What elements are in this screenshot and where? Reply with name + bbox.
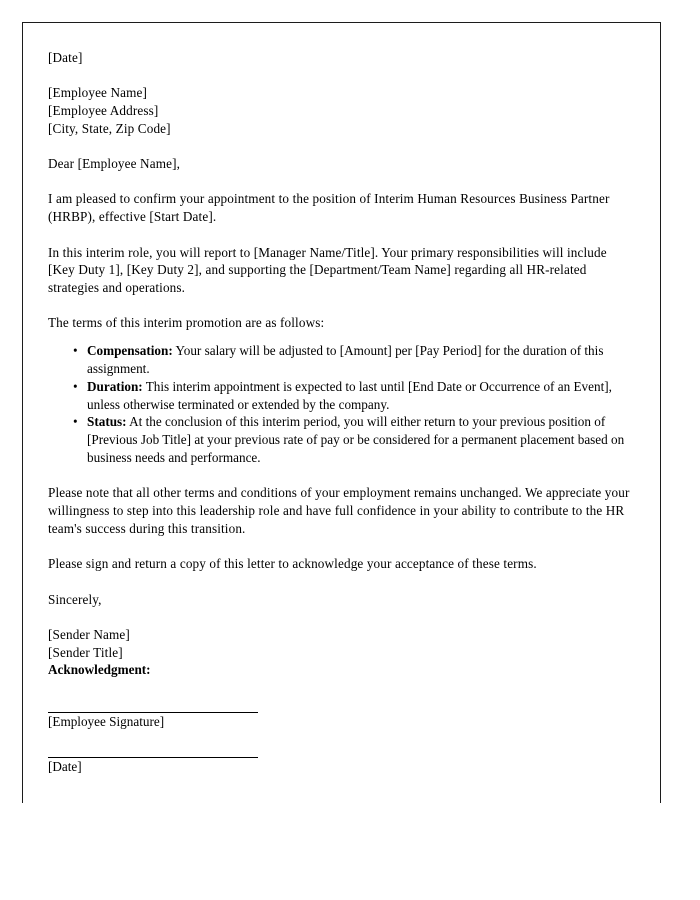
date-signature-label: [Date] xyxy=(48,759,82,775)
date-signature-block xyxy=(48,757,637,776)
employee-signature-label: [Employee Signature] xyxy=(48,714,165,730)
list-item-text: This interim appointment is expected to last until [End Date or Occurrence of an Event], unless otherwise terminated or extended by the company. xyxy=(87,378,612,412)
letter-body xyxy=(48,49,637,776)
date-line: [Date] xyxy=(48,50,83,65)
recipient-address-block xyxy=(48,84,637,137)
list-item-text: At the conclusion of this interim period, you will either return to your previous position of [Previous Job Title] at your previous rate of pay or be considered for a permanent placement based on business needs and performance. xyxy=(87,414,625,466)
recipient-city-state-zip: [City, State, Zip Code] xyxy=(48,120,171,136)
list-item-label: Status: xyxy=(87,414,127,430)
list-item xyxy=(48,342,637,378)
recipient-address: [Employee Address] xyxy=(48,103,159,119)
sender-title: [Sender Title] xyxy=(48,644,123,660)
bullet-icon: • xyxy=(73,343,78,359)
sender-block xyxy=(48,626,637,662)
document-page xyxy=(22,22,661,803)
list-item xyxy=(48,413,637,466)
acknowledgment-heading: Acknowledgment: xyxy=(48,662,151,678)
employee-signature-block xyxy=(48,712,637,731)
paragraph-sign-return: Please sign and return a copy of this letter to acknowledge your acceptance of these terms. xyxy=(48,556,537,572)
paragraph-role: In this interim role, you will report to [Manager Name/Title]. Your primary responsibilities will include [Key Duty 1], [Key Duty 2], and supporting the [Department/Team Name] regarding all HR-related strategies and operations. xyxy=(48,244,607,296)
list-item xyxy=(48,378,637,414)
terms-list xyxy=(48,342,637,467)
paragraph-intro: I am pleased to confirm your appointment to the position of Interim Human Resources Business Partner (HRBP), effective [Start Date]. xyxy=(48,191,610,225)
list-item-text: Your salary will be adjusted to [Amount] per [Pay Period] for the duration of this assignment. xyxy=(87,343,604,377)
paragraph-terms-intro: The terms of this interim promotion are as follows: xyxy=(48,315,325,331)
list-item-label: Compensation: xyxy=(87,343,173,359)
sender-name: [Sender Name] xyxy=(48,626,130,642)
recipient-name: [Employee Name] xyxy=(48,85,148,101)
bullet-icon: • xyxy=(73,414,78,430)
list-item-label: Duration: xyxy=(87,378,143,394)
salutation: Dear [Employee Name], xyxy=(48,156,181,172)
closing-salutation: Sincerely, xyxy=(48,591,102,607)
paragraph-closing-note: Please note that all other terms and conditions of your employment remains unchanged. We appreciate your willingness to step into this leadership role and have full confidence in your ability to contribute to the HR team's success during this transition. xyxy=(48,485,630,536)
bullet-icon: • xyxy=(73,378,78,394)
